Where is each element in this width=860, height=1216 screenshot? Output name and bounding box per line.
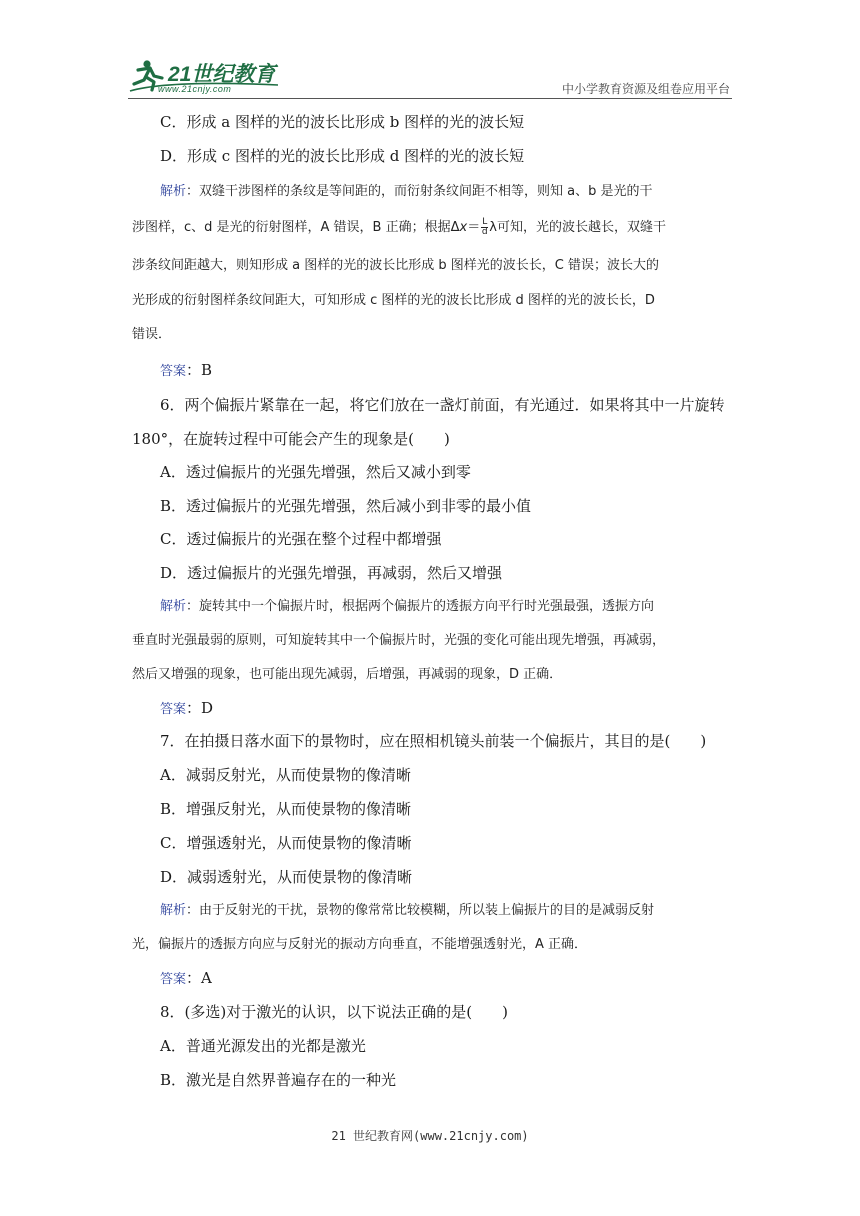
q6-option-a: A．透过偏振片的光强先增强，然后又减小到零 [160, 463, 471, 481]
analysis-label: 解析 [160, 184, 187, 199]
q6-analysis-line-2: 垂直时光强最弱的原则，可知旋转其中一个偏振片时，光强的变化可能出现先增强，再减弱， [132, 633, 666, 648]
page-header [128, 56, 732, 99]
q5-analysis-line-4: 光形成的衍射图样条纹间距大，可知形成 c 图样的光的波长比形成 d 图样的光的波长长，D [132, 293, 655, 308]
q6-option-d: D．透过偏振片的光强先增强，再减弱，然后又增强 [160, 564, 503, 582]
platform-label: 中小学教育资源及组卷应用平台 [561, 82, 730, 96]
logo-url: www.21cnjy.com [158, 84, 232, 94]
svg-text:21世纪教育: 21世纪教育 [168, 63, 276, 86]
q6-analysis-line-1: 解析：旋转其中一个偏振片时，根据两个偏振片的透振方向平行时光强最强，透振方向 [160, 599, 655, 614]
q8-stem: 8．(多选)对于激光的认识，以下说法正确的是( ) [160, 1003, 508, 1021]
q5-answer: 答案：B [160, 361, 213, 379]
q5-analysis-line-3: 涉条纹间距越大，则知形成 a 图样的光的波长比形成 b 图样光的波长长，C 错误；波长大的 [132, 258, 659, 273]
q7-answer: 答案：A [160, 969, 212, 987]
q5-analysis-line-5: 错误． [132, 327, 172, 342]
fraction-l-over-d: $\frac{L}{d}$ [481, 217, 488, 237]
q8-option-a: A．普通光源发出的光都是激光 [160, 1037, 366, 1055]
q5-analysis-line-1: 解析：双缝干涉图样的条纹是等间距的，而衍射条纹间距不相等，则知 a、b 是光的干 [160, 184, 653, 199]
analysis-label: 解析 [160, 599, 187, 614]
q7-analysis-line-2: 光，偏振片的透振方向应与反射光的振动方向垂直，不能增强透射光，A 正确． [132, 937, 588, 952]
q6-analysis-line-3: 然后又增强的现象，也可能出现先减弱，后增强，再减弱的现象，D 正确． [132, 667, 563, 682]
q6-answer: 答案：D [160, 699, 214, 717]
answer-label: 答案 [160, 702, 187, 717]
q6-option-b: B．透过偏振片的光强先增强，然后减小到非零的最小值 [160, 497, 532, 515]
q5-option-d: D．形成 c 图样的光的波长比形成 d 图样的光的波长短 [160, 147, 525, 165]
q6-stem-line-1: 6．两个偏振片紧靠在一起，将它们放在一盏灯前面，有光通过．如果将其中一片旋转 [160, 396, 725, 414]
q6-option-c: C．透过偏振片的光强在整个过程中都增强 [160, 530, 442, 548]
q7-option-a: A．减弱反射光，从而使景物的像清晰 [160, 766, 411, 784]
q7-stem: 7．在拍摄日落水面下的景物时，应在照相机镜头前装一个偏振片，其目的是( ) [160, 732, 707, 750]
q7-analysis-line-1: 解析：由于反射光的干扰，景物的像常常比较模糊，所以装上偏振片的目的是减弱反射 [160, 903, 655, 918]
q8-option-b: B．激光是自然界普遍存在的一种光 [160, 1071, 397, 1089]
q5-analysis-line-2: 涉图样，c、d 是光的衍射图样，A 错误，B 正确；根据Δx＝ $\frac{L}{d}$ λ可知，光的波长越长，双缝干 [132, 217, 666, 237]
analysis-label: 解析 [160, 903, 187, 918]
page-footer: 21 世纪教育网(www.21cnjy.com) [331, 1129, 529, 1143]
answer-label: 答案 [160, 364, 187, 379]
q7-option-c: C．增强透射光，从而使景物的像清晰 [160, 834, 412, 852]
q7-option-b: B．增强反射光，从而使景物的像清晰 [160, 800, 412, 818]
q5-option-c: C．形成 a 图样的光的波长比形成 b 图样的光的波长短 [160, 113, 525, 131]
site-logo[interactable] [128, 58, 288, 96]
q7-option-d: D．减弱透射光，从而使景物的像清晰 [160, 868, 413, 886]
q6-stem-line-2: 180°，在旋转过程中可能会产生的现象是( ) [132, 430, 450, 448]
answer-label: 答案 [160, 972, 187, 987]
